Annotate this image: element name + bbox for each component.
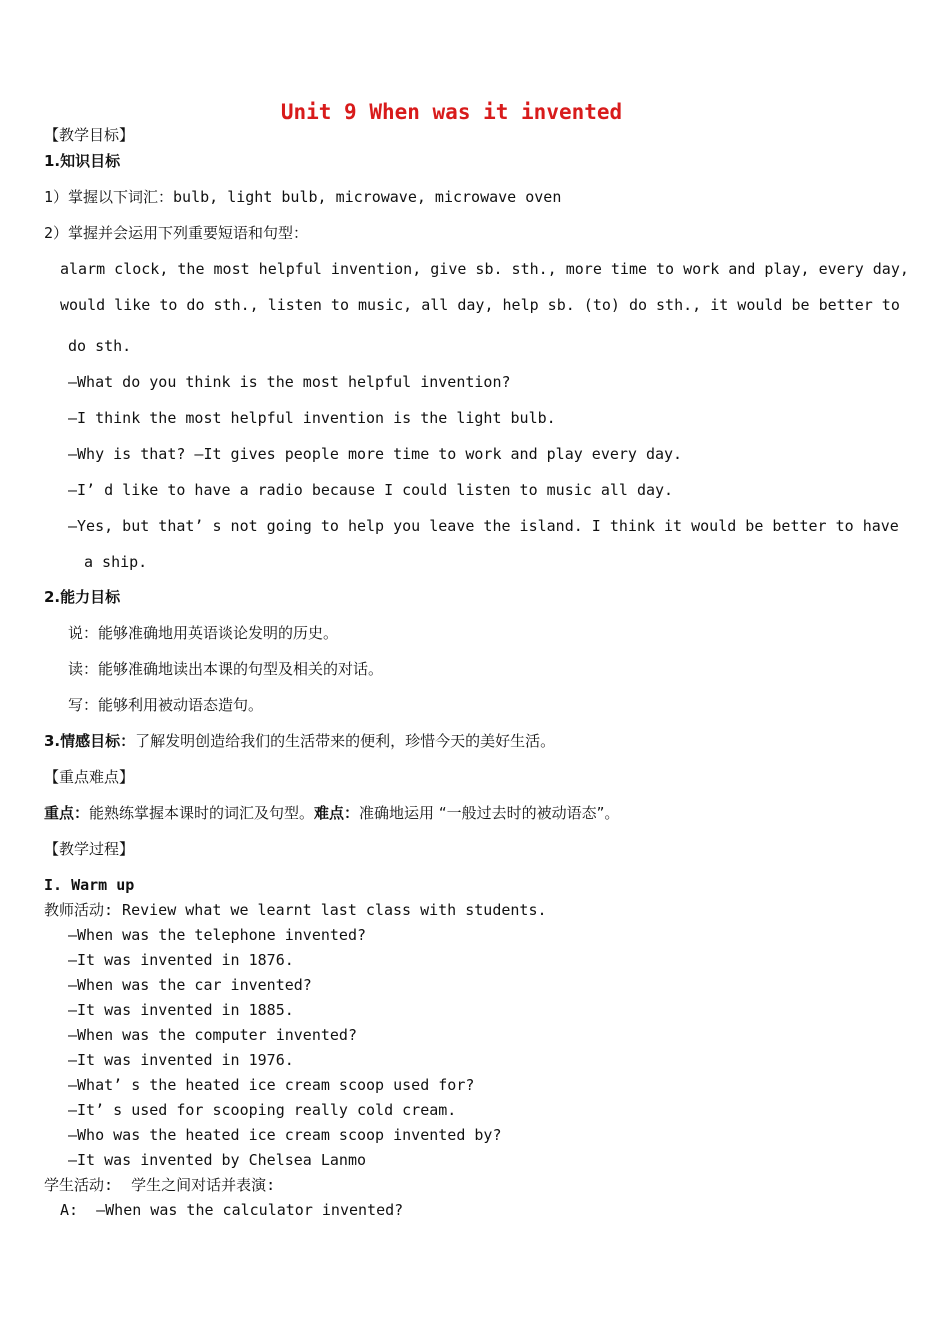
emotion-line [44,734,555,749]
emotion-text: 了解发明创造给我们的生活带来的便利，珍惜今天的美好生活。 [135,732,556,750]
difficult-text: 准确地运用 “一般过去时的被动语态”。 [359,804,620,822]
dialog-line: —I’ d like to have a radio because I could listen to music all day. [68,481,674,499]
dialog-line: —What do you think is the most helpful invention? [68,373,511,391]
emotion-heading: 3.情感目标： [44,732,136,750]
page-title: Unit 9 When was it invented [280,100,623,124]
key-text: 能熟练掌握本课时的词汇及句型。 [89,804,315,822]
warmup-dialog-line: —It was invented in 1976. [68,1051,294,1069]
ability-read: 读：能够准确地读出本课的句型及相关的对话。 [68,660,384,678]
dialog-line: —Yes, but that’ s not going to help you leave the island. I think it would be better to have [68,517,899,535]
warmup-heading: I. Warm up [44,876,135,894]
warmup-dialog-line: —It’ s used for scooping really cold cream. [68,1101,457,1119]
ability-heading: 2.能力目标 [44,588,121,606]
key-points-line [44,806,619,821]
dialog-line: —I think the most helpful invention is the light bulb. [68,409,556,427]
phrases-line-1: alarm clock, the most helpful invention, give sb. sth., more time to work and play, every day, [60,260,909,278]
dialog-line: —Why is that? —It gives people more time to work and play every day. [68,445,683,463]
warmup-dialog-line: —Who was the heated ice cream scoop invented by? [68,1126,502,1144]
process-header: 【教学过程】 [44,840,135,858]
teacher-activity: 教师活动: Review what we learnt last class with students. [44,901,547,919]
student-activity: 学生活动: 学生之间对话并表演: [44,1176,276,1194]
warmup-dialog-line: —It was invented in 1885. [68,1001,294,1019]
knowledge-item-1: 1）掌握以下词汇：bulb, light bulb, microwave, microwave oven [44,188,562,206]
ability-speak: 说：能够准确地用英语谈论发明的历史。 [68,624,339,642]
ability-write: 写：能够利用被动语态造句。 [68,696,264,714]
difficult-label: 难点： [314,804,360,822]
objectives-header: 【教学目标】 [44,126,135,144]
warmup-dialog-line: —When was the telephone invented? [68,926,367,944]
warmup-dialog-line: —It was invented in 1876. [68,951,294,969]
warmup-dialog-line: —When was the computer invented? [68,1026,357,1044]
key-points-header: 【重点难点】 [44,768,135,786]
knowledge-heading: 1.知识目标 [44,152,121,170]
knowledge-item-2: 2）掌握并会运用下列重要短语和句型： [44,224,309,242]
warmup-dialog-line: —What’ s the heated ice cream scoop used for? [68,1076,475,1094]
dialog-line-continued: a ship. [84,553,148,571]
warmup-dialog-line: —When was the car invented? [68,976,312,994]
key-label: 重点： [44,804,90,822]
warmup-dialog-line: —It was invented by Chelsea Lanmo [68,1151,367,1169]
student-dialog-a: A: —When was the calculator invented? [60,1201,404,1219]
phrases-line-2: would like to do sth., listen to music, all day, help sb. (to) do sth., it would be better to [60,296,900,314]
phrases-line-3: do sth. [68,337,132,355]
